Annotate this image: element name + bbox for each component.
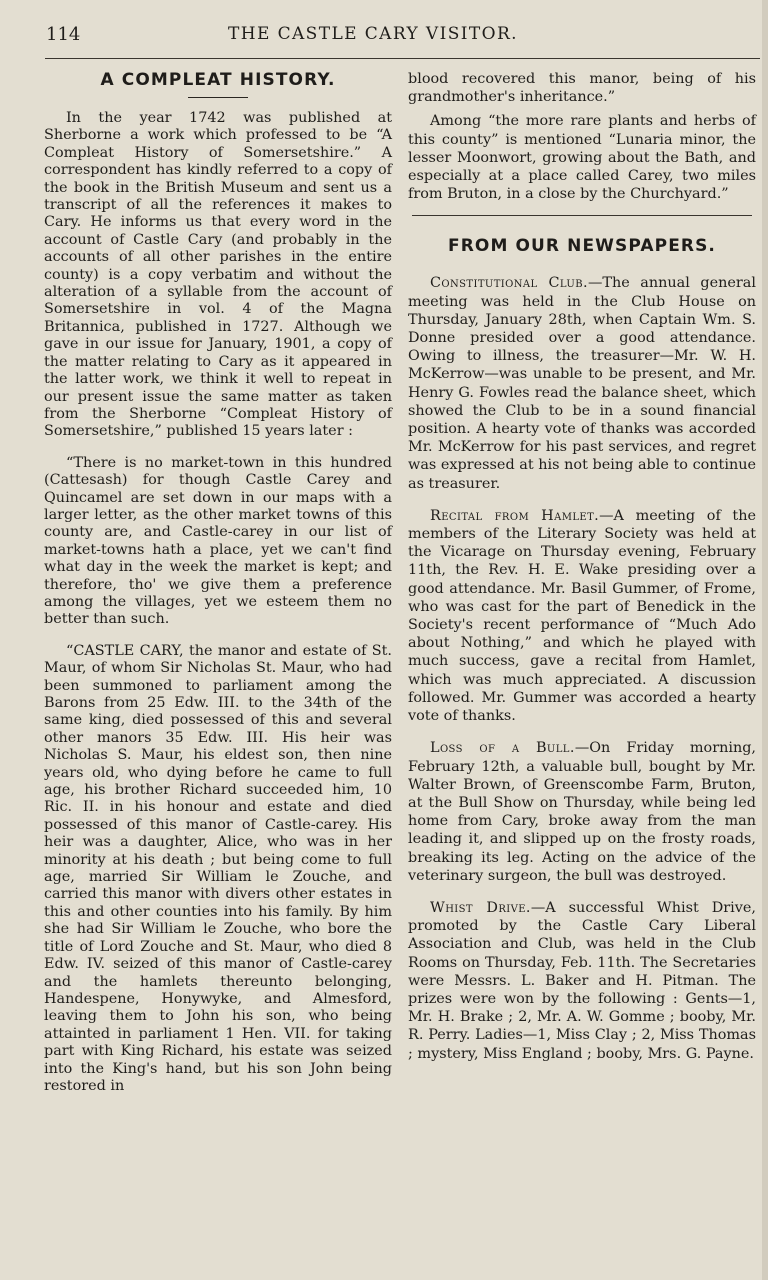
news-item xyxy=(408,274,756,492)
title-rule xyxy=(188,97,248,98)
quoted-paragraph: “CASTLE CARY, the manor and estate of St. Maur, of whom Sir Nicholas St. Maur, who had been summoned to parliament among the Barons from 25 Edw. III. to the 34th of the same king, died possessed of this and several other manors 35 Edw. III. His heir was Nicholas S. Maur, his eldest son, then nine years old, who dying before he came to full age, his brother Richard succeeded him, 10 Ric. II. in his honour and estate and died possessed of this manor of Castle-carey. His heir was a daughter, Alice, who was in her minority at his death ; but being come to full age, married Sir William le Zouche, and carried this manor with divers other estates in this and other counties into his family. By him she had Sir William le Zouche, who bore the title of Lord Zouche and St. Maur, who died 8 Edw. IV. seized of this manor of Castle-carey and the hamlets thereunto belonging, Handespene, Honywyke, and Almesford, leaving them to John his son, who being attainted in parliament 1 Hen. VII. for taking part with King Richard, his estate was seized into the King's hand, but his son John being restored in xyxy=(44,642,392,1094)
right-column xyxy=(408,70,756,1063)
news-item-heading: Constitutional Club. xyxy=(430,275,588,292)
news-section-title: FROM OUR NEWSPAPERS. xyxy=(447,236,716,257)
quoted-paragraph: “There is no market-town in this hundred (Cattesash) for though Castle Carey and Quincamel are set down in our maps with a larger letter, as the other market towns of this county are, and Castle-carey in our list of market-towns hath a place, yet we can't find what day in the week the market is kept; and therefore, tho' we give them a preference among the villages, yet we esteem them no better than such. xyxy=(44,454,392,628)
page-number: 114 xyxy=(46,24,81,45)
news-item-heading: Recital from Hamlet. xyxy=(430,507,600,524)
article-paragraph: In the year 1742 was published at Sherborne a work which professed to be “A Compleat History of Somersetshire.” A correspondent has kindly referred to a copy of the book in the British Museum and sent us a transcript of all the references it makes to Cary. He informs us that every word in the account of Castle Cary (and probably in the accounts of all other parishes in the entire county) is a copy verbatim and without the alteration of a syllable from the account of Somersetshire in vol. 4 of the Magna Britannica, published in 1727. Although we gave in our issue for January, 1901, a copy of the matter relating to Cary as it appeared in the latter work, we think it well to repeat in our present issue the same matter as taken from the Sherborne “Compleat History of Somersetshire,” published 15 years later : xyxy=(44,110,392,440)
article-title: A COMPLEAT HISTORY. xyxy=(100,70,336,90)
running-title: THE CASTLE CARY VISITOR. xyxy=(228,24,518,44)
news-item xyxy=(408,507,756,725)
article-paragraph: Among “the more rare plants and herbs of this county” is mentioned “Lunaria minor, the lesser Moonwort, growing about the Bath, and especially at a place called Carey, two miles from Bruton, in a close by the Churchyard.” xyxy=(408,113,756,203)
news-item xyxy=(408,899,756,1063)
section-divider xyxy=(412,215,752,216)
news-item-body: —A meeting of the members of the Literary Society was held at the Vicarage on Thursday evening, February 11th, the Rev. H. E. Wake presiding over a good attendance. Mr. Basil Gummer, of Frome, who was cast for the part of Benedick in the Society's recent performance of “Much Ado about Nothing,” and which he played with much success, gave a recital from Hamlet, which was much appreciated. A discussion followed. Mr. Gummer was accorded a hearty vote of thanks. xyxy=(408,507,756,725)
continued-paragraph: blood recovered this manor, being of his grandmother's inheritance.” xyxy=(408,71,756,106)
news-item-heading: Whist Drive. xyxy=(430,899,531,916)
news-item-body: —The annual general meeting was held in the Club House on Thursday, January 28th, when Captain Wm. S. Donne presided over a good attendance. Owing to illness, the treasurer—Mr. W. H. McKerrow—was unable to be present, and Mr. Henry G. Fowles read the balance sheet, which showed the Club to be in a sound financial position. A hearty vote of thanks was accorded Mr. McKerrow for his past services, and regret was expressed at his not being able to continue as treasurer. xyxy=(408,275,756,492)
header-rule xyxy=(45,58,760,59)
page-edge xyxy=(762,0,768,1280)
left-column xyxy=(44,70,392,1095)
news-item-body: —A successful Whist Drive, promoted by the Castle Cary Liberal Association and Club, was held in the Club Rooms on Thursday, Feb. 11th. The Secretaries were Messrs. L. Baker and H. Pitman. The prizes were won by the following : Gents—1, Mr. H. Brake ; 2, Mr. A. W. Gomme ; booby, Mr. R. Perry. Ladies—1, Miss Clay ; 2, Miss Thomas ; mystery, Miss England ; booby, Mrs. G. Payne. xyxy=(408,899,756,1062)
news-item-heading: Loss of a Bull. xyxy=(430,740,575,757)
news-item xyxy=(408,739,756,885)
news-item-body: —On Friday morning, February 12th, a valuable bull, bought by Mr. Walter Brown, of Greenscombe Farm, Bruton, at the Bull Show on Thursday, while being led home from Cary, broke away from the man leading it, and slipped up on the frosty roads, breaking its leg. Acting on the advice of the veterinary surgeon, the bull was destroyed. xyxy=(408,740,756,884)
